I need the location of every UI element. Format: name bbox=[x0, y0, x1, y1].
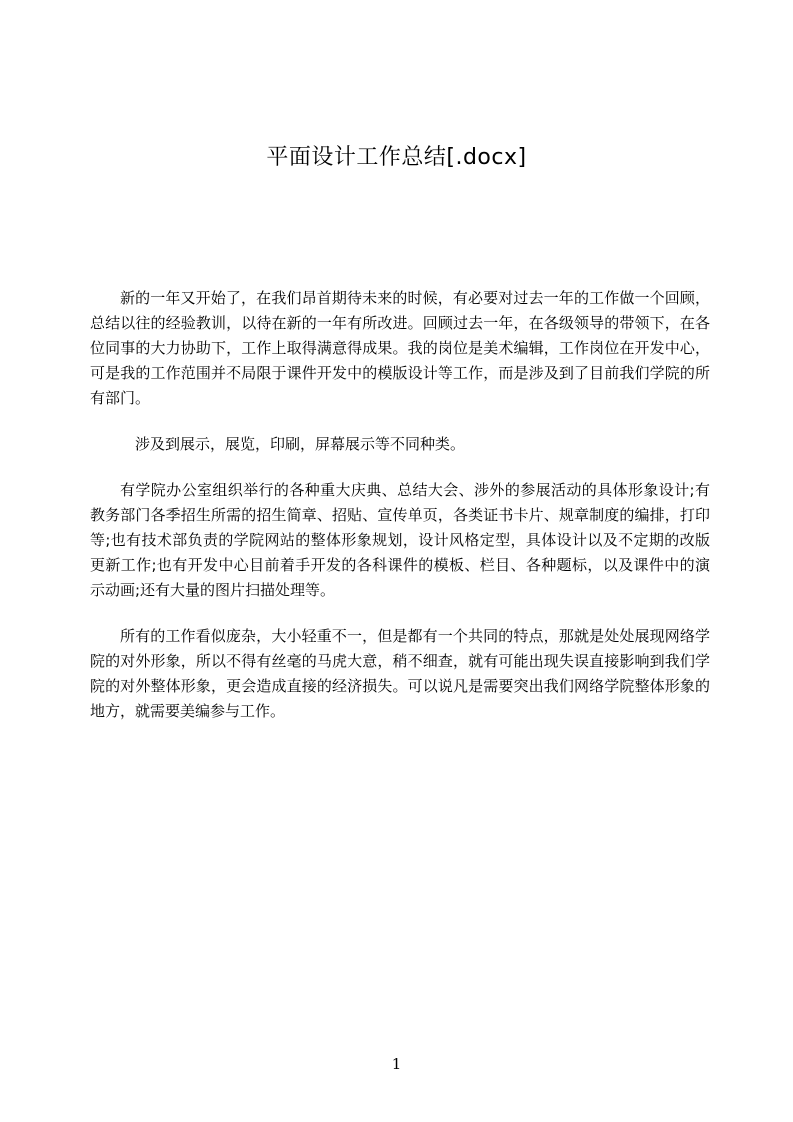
page-number: 1 bbox=[391, 1055, 402, 1073]
paragraph-summary: 所有的工作看似庞杂，大小轻重不一，但是都有一个共同的特点，那就是处处展现网络学院的对外形象，所以不得有丝毫的马虎大意，稍不细查，就有可能出现失误直接影响到我们学院的对外整体形象，更会造成直接的经济损失。可以说凡是需要突出我们网络学院整体形象的地方，就需要美编参与工作。 bbox=[90, 627, 710, 720]
paragraph-scope: 涉及到展示，展览，印刷，屏幕展示等不同种类。 bbox=[135, 435, 466, 453]
document-title: 平面设计工作总结[.docx] bbox=[266, 145, 527, 170]
document-body bbox=[90, 286, 710, 745]
paragraph-tasks: 有学院办公室组织举行的各种重大庆典、总结大会、涉外的参展活动的具体形象设计;有教务部门各季招生所需的招生简章、招贴、宣传单页，各类证书卡片、规章制度的编排，打印等;也有技术部负责的学院网站的整体形象规划，设计风格定型，具体设计以及不定期的改版更新工作;也有开发中心目前着手开发的各科课件的模板、栏目、各种题标，以及课件中的演示动画;还有大量的图片扫描处理等。 bbox=[90, 481, 710, 599]
paragraph-intro: 新的一年又开始了，在我们昂首期待未来的时候，有必要对过去一年的工作做一个回顾，总结以往的经验教训，以待在新的一年有所改进。回顾过去一年，在各级领导的带领下，在各位同事的大力协助下，工作上取得满意得成果。我的岗位是美术编辑，工作岗位在开发中心，可是我的工作范围并不局限于课件开发中的模版设计等工作，而是涉及到了目前我们学院的所有部门。 bbox=[90, 289, 710, 407]
